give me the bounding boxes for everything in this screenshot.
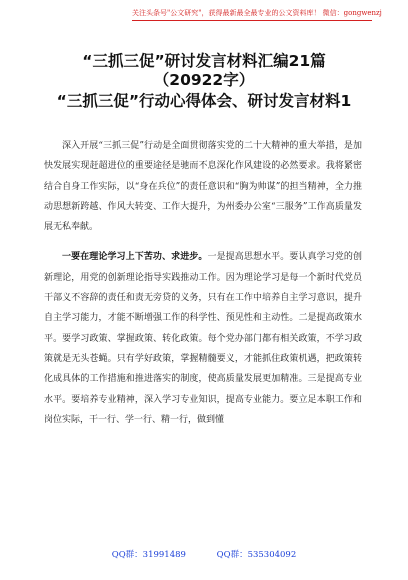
header-banner: 关注头条号"公文研究"，获得最新最全最专业的公文资料库！ 微信：gongwenzj bbox=[132, 8, 372, 21]
paragraph-lead-heading: 一要在理论学习上下苦功、求进步。 bbox=[62, 252, 208, 263]
body-paragraph-1: 深入开展“三抓三促”行动是全面贯彻落实党的二十大精神的重大举措，是加快发展实现赶超进位的重要途径是驰而不息深化作风建设的必然要求。我将紧密结合自身工作实际，以“身在兵位”的责任意识和“胸为帅谋”的担当精神，全力推动思想新跨越、作风大转变、工作大提升，为州委办公室“三服务”工作高质量发展无私奉献。 bbox=[44, 141, 362, 233]
document-body bbox=[44, 136, 362, 430]
page-footer bbox=[40, 548, 368, 560]
document-title-line2: （20922字） bbox=[153, 71, 255, 89]
document-title-line1: “三抓三促”研讨发言材料汇编21篇 bbox=[82, 52, 326, 70]
document-titles bbox=[40, 52, 368, 111]
footer-qq-group-1: QQ群：31991489 bbox=[111, 550, 186, 560]
document-subtitle: “三抓三促”行动心得体会、研讨发言材料1 bbox=[56, 92, 352, 110]
footer-qq-group-2: QQ群：535304092 bbox=[216, 550, 297, 560]
body-paragraph-2 bbox=[44, 247, 362, 430]
paragraph-2-body: 一是提高思想水平。要认真学习党的创新理论，用党的创新理论指导实践推动工作。因为理论学习是每一个新时代党员干部义不容辞的责任和责无旁贷的义务，只有在工作中培养自主学习意识，提升自主学习能力，才能不断增强工作的科学性、预见性和主动性。二是提高政策水平。要学习政策、掌握政策、转化政策。每个党办部门都有相关政策，不学习政策就是无头苍蝇。只有学好政策，掌握精髓要义，才能抓住政策机遇，把政策转化成具体的工作措施和推进落实的制度，使高质量发展更加精准。三是提高专业水平。要培养专业精神，深入学习专业知识，提高专业能力。要立足本职工作和岗位实际，干一行、学一行、精一行，做到懂 bbox=[44, 252, 362, 425]
